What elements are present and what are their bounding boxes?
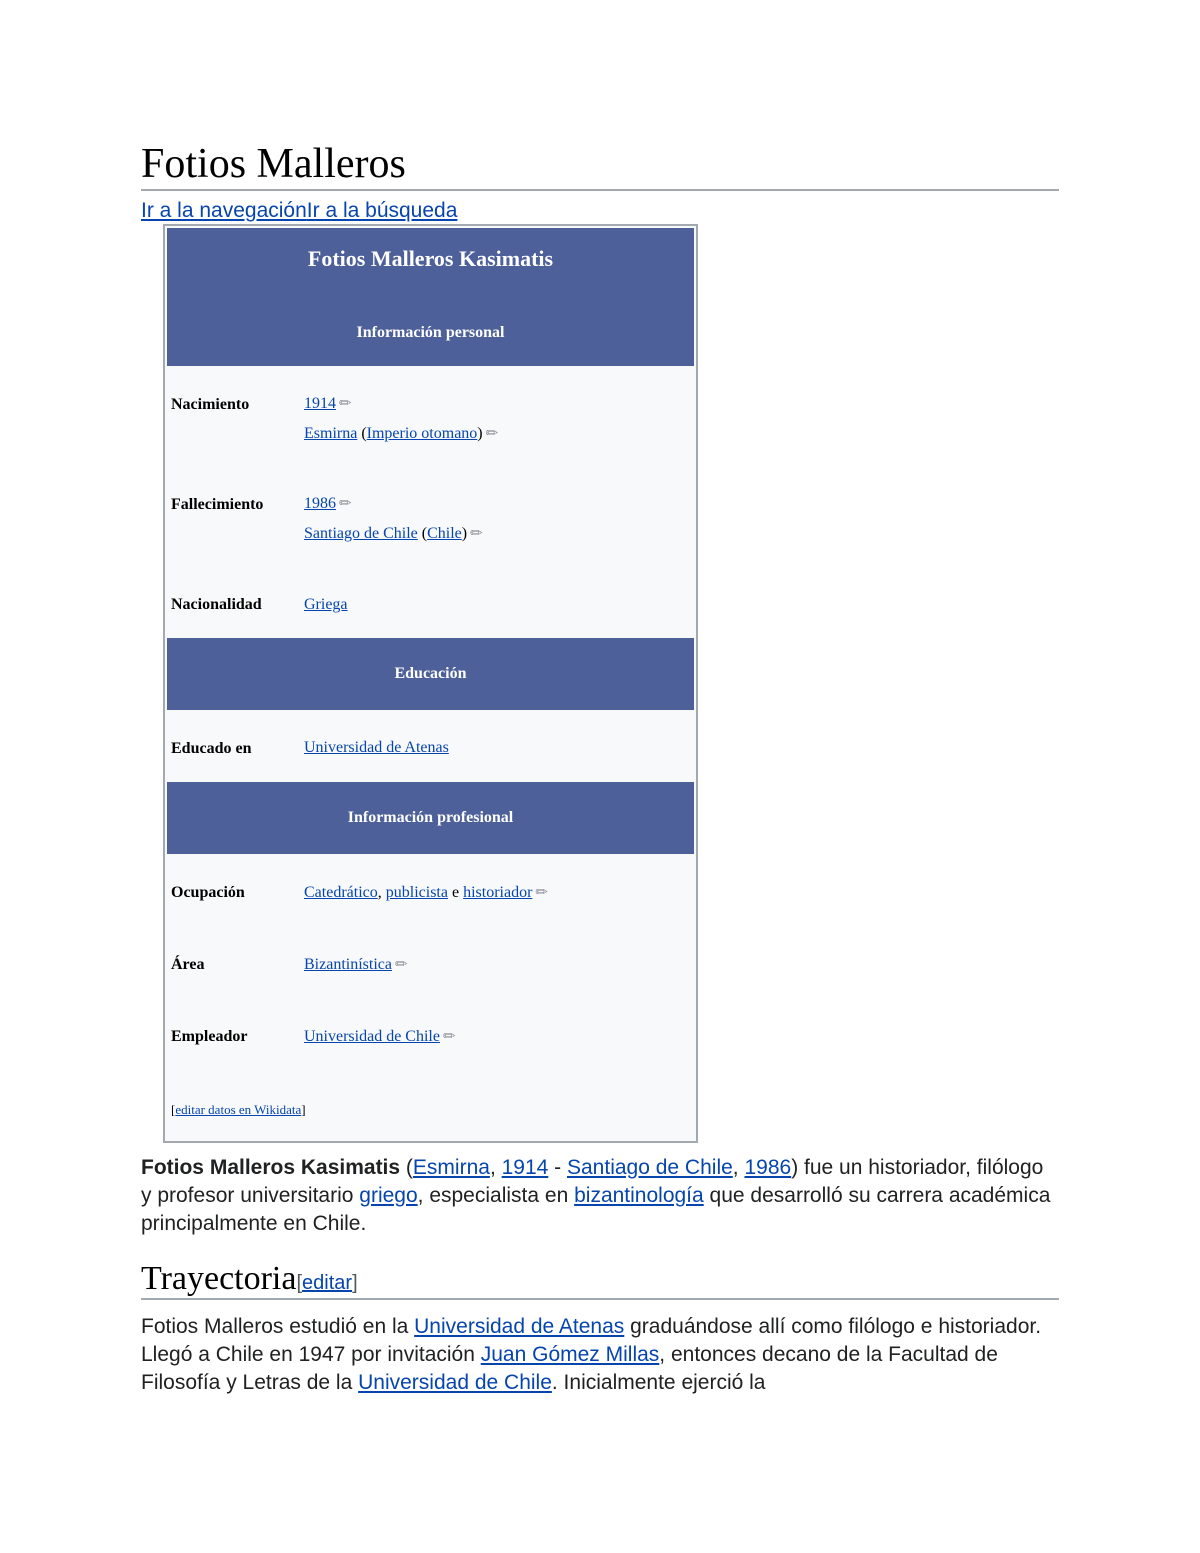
occupation-link-3[interactable]: historiador: [463, 884, 533, 901]
uni-atenas-link[interactable]: Universidad de Atenas: [414, 1315, 625, 1338]
pencil-icon[interactable]: ✏: [535, 885, 548, 901]
lead-death-year-link[interactable]: 1986: [744, 1156, 792, 1179]
pencil-icon[interactable]: ✏: [394, 957, 408, 973]
lead-text: , especialista en: [417, 1184, 575, 1207]
death-country-link[interactable]: Chile: [427, 525, 462, 542]
area-link[interactable]: Bizantinística: [304, 956, 392, 973]
pencil-icon[interactable]: ✏: [470, 526, 483, 542]
section-edit: [editar]: [296, 1272, 358, 1294]
lead-birth-place-link[interactable]: Esmirna: [412, 1156, 490, 1179]
section-edit-link[interactable]: editar: [302, 1272, 353, 1294]
employer-label: Empleador: [171, 1028, 248, 1045]
birth-label: Nacimiento: [171, 396, 250, 413]
educated-link[interactable]: Universidad de Atenas: [304, 739, 449, 756]
lead-paragraph: Fotios Malleros Kasimatis (Esmirna, 1914 - Santiago de Chile, 1986) fue un historiador, filólogo y profesor universitario griego, especialista en bizantinología que desarrolló su carrera académica principalmente en Chile.: [141, 1156, 1051, 1235]
section-paragraph: [141, 1313, 1059, 1397]
death-year-link[interactable]: 1986: [304, 495, 336, 512]
nationality-link[interactable]: Griega: [304, 596, 348, 613]
section-text: , entonces decano de la Facultad de Filosofía y Letras de la: [141, 1343, 998, 1394]
uni-chile-link[interactable]: Universidad de Chile: [358, 1371, 552, 1394]
death-label: Fallecimiento: [171, 496, 264, 513]
nationality-label: Nacionalidad: [171, 596, 262, 613]
lead-text: ) fue un historiador, filólogo y profesor universitario: [141, 1156, 1044, 1207]
infobox: [163, 224, 698, 1143]
occupation-value: Catedrático, publicista e historiador ✏: [304, 884, 548, 901]
birth-value: 1914 ✏ Esmirna (Imperio otomano) ✏: [304, 395, 499, 442]
educated-label: Educado en: [171, 740, 252, 757]
section-text: . Inicialmente ejerció la: [551, 1371, 766, 1394]
employer-value: [304, 1027, 456, 1046]
section-education-header: Educación: [167, 638, 694, 710]
lead-greek-link[interactable]: griego: [359, 1184, 418, 1207]
pencil-icon[interactable]: ✏: [485, 426, 499, 442]
jump-to-search-link[interactable]: Ir a la búsqueda: [306, 199, 458, 222]
section-personal-header: Información personal: [356, 324, 505, 341]
lead-death-place-link[interactable]: Santiago de Chile: [567, 1156, 733, 1179]
death-value: 1986 ✏ Santiago de Chile (Chile) ✏: [304, 495, 483, 542]
pencil-icon[interactable]: ✏: [339, 396, 352, 412]
birth-place-link[interactable]: Esmirna: [304, 425, 358, 442]
section-text: Fotios Malleros estudió en la: [141, 1315, 415, 1338]
page-title: Fotios Malleros: [141, 140, 1059, 191]
section-text: graduándose allí como filólogo e historiador. Llegó a Chile en 1947 por invitación: [141, 1315, 1042, 1366]
occupation-link-2[interactable]: publicista: [385, 884, 448, 901]
employer-link[interactable]: Universidad de Chile: [304, 1028, 440, 1045]
lead-byzantinology-link[interactable]: bizantinología: [574, 1184, 704, 1207]
occupation-link-1[interactable]: Catedrático: [304, 884, 378, 901]
area-label: Área: [171, 956, 205, 973]
section-heading-text: Trayectoria: [141, 1260, 297, 1297]
gomez-millas-link[interactable]: Juan Gómez Millas: [480, 1343, 660, 1366]
edit-wikidata: [editar datos en Wikidata]: [171, 1102, 306, 1117]
pencil-icon[interactable]: ✏: [442, 1029, 456, 1045]
infobox-header: [167, 228, 694, 366]
edit-wikidata-link[interactable]: editar datos en Wikidata: [175, 1102, 302, 1117]
occupation-label: Ocupación: [171, 884, 245, 901]
pencil-icon[interactable]: ✏: [339, 496, 352, 512]
birth-country-link[interactable]: Imperio otomano: [366, 425, 478, 442]
section-heading: [141, 1260, 1059, 1300]
lead-bold-name: Fotios Malleros Kasimatis: [141, 1156, 401, 1179]
area-value: [304, 955, 408, 974]
birth-year-link[interactable]: 1914: [304, 395, 336, 412]
death-place-link[interactable]: Santiago de Chile: [304, 525, 418, 542]
infobox-name: Fotios Malleros Kasimatis: [307, 246, 554, 271]
jump-links: [141, 198, 457, 224]
occupation-conjunction: e: [451, 884, 460, 901]
lead-text: que desarrolló su carrera académica principalmente en Chile.: [141, 1184, 1051, 1235]
lead-birth-year-link[interactable]: 1914: [501, 1156, 549, 1179]
educated-value: [304, 739, 449, 757]
nationality-value: [304, 596, 348, 614]
jump-to-navigation-link[interactable]: Ir a la navegación: [141, 199, 307, 222]
section-professional-header: Información profesional: [167, 782, 694, 854]
